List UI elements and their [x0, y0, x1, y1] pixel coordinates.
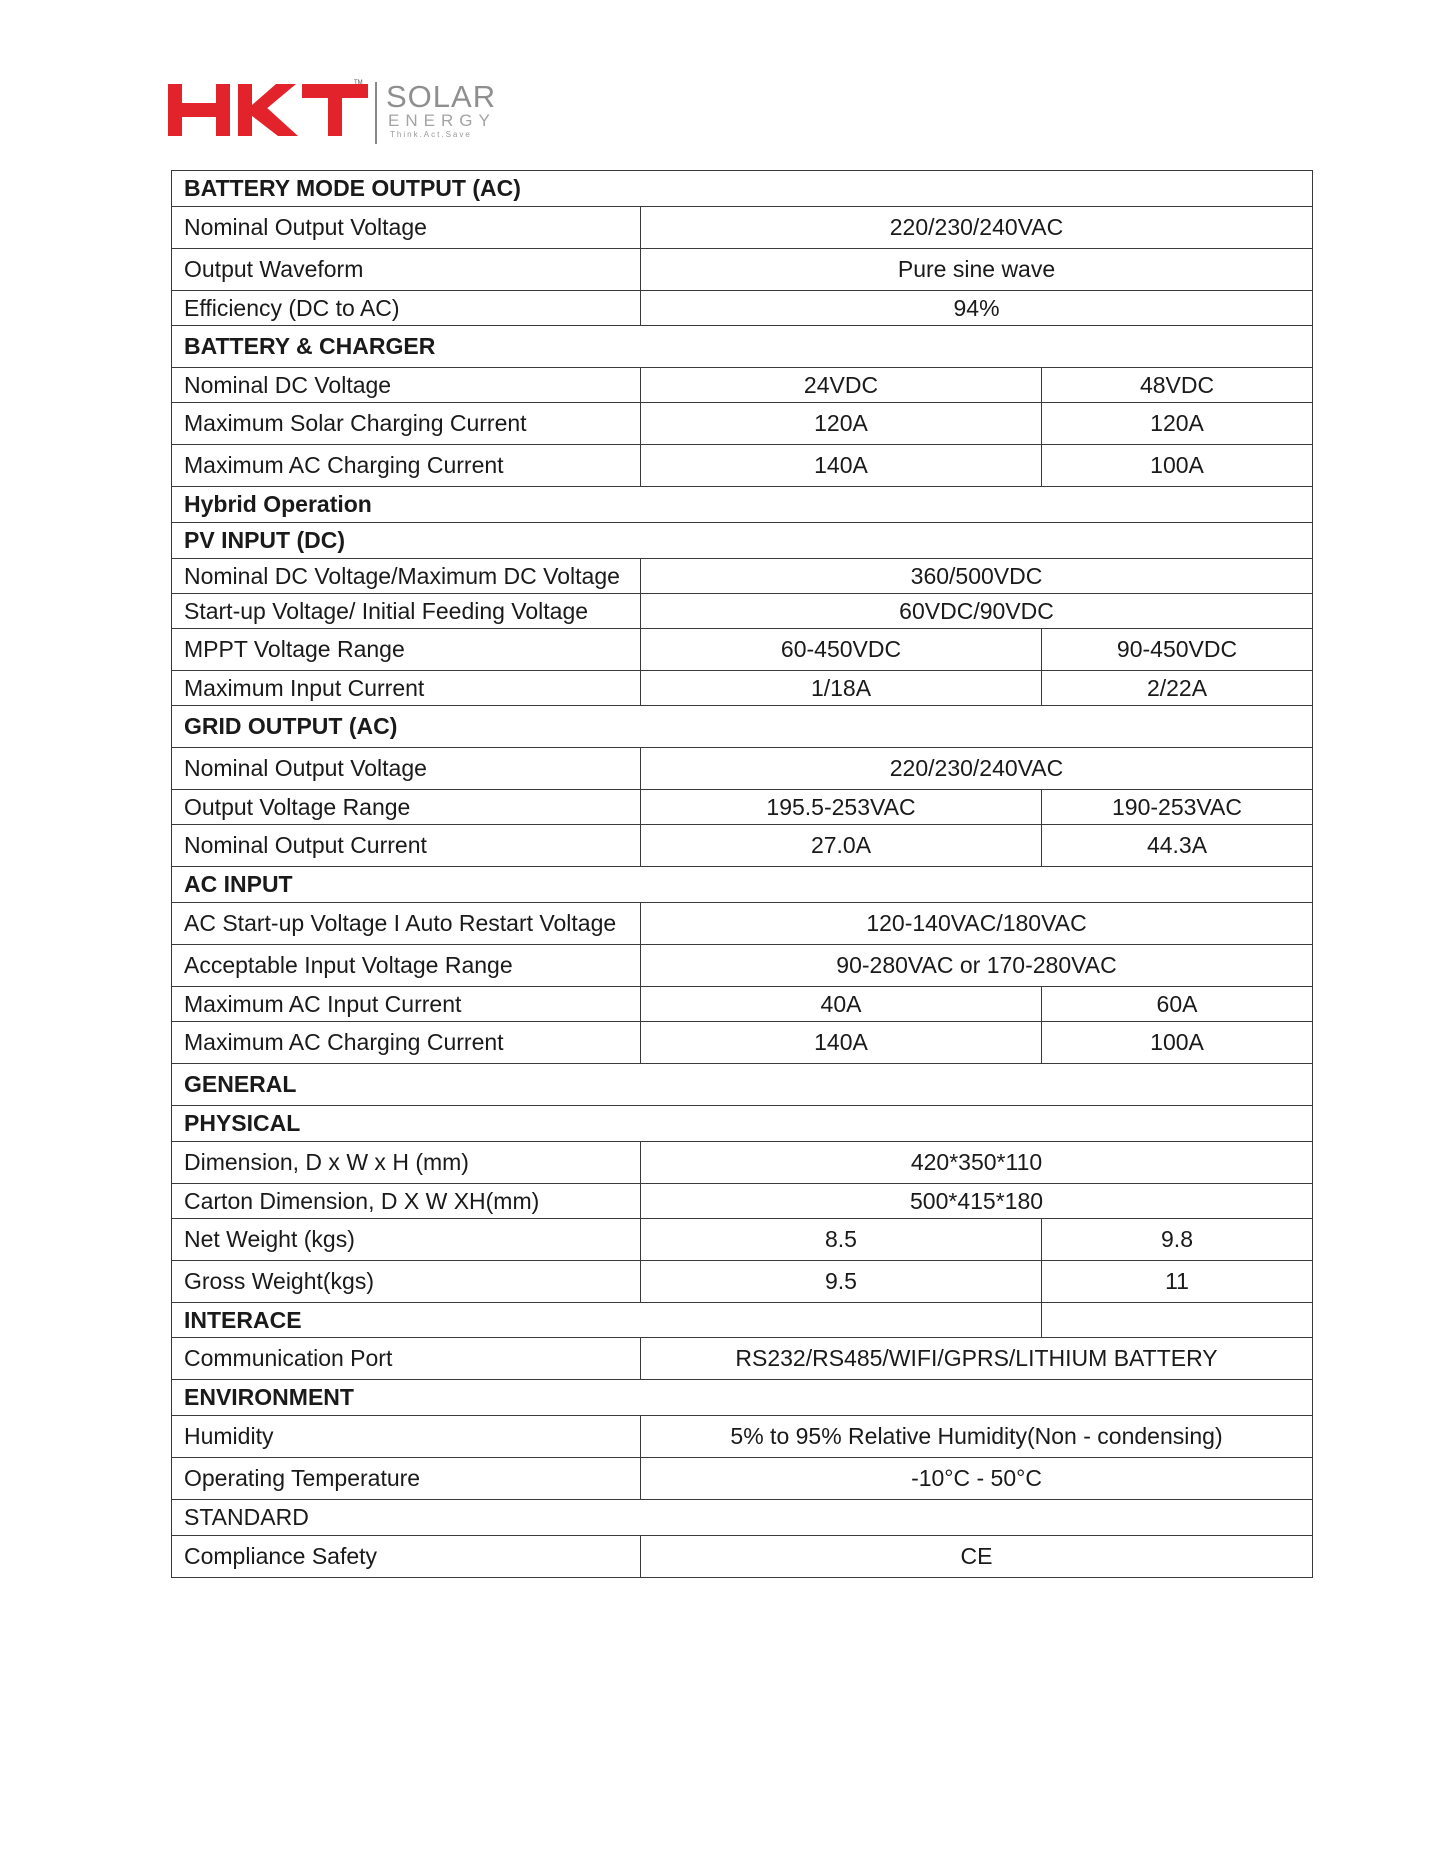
row-label: Maximum AC Charging Current: [172, 1022, 641, 1064]
row-value-1: 120A: [641, 403, 1042, 445]
row-label: Nominal DC Voltage: [172, 368, 641, 403]
section-row: [172, 1500, 1313, 1536]
section-title: BATTERY MODE OUTPUT (AC): [172, 171, 1313, 207]
row-value-1: 140A: [641, 1022, 1042, 1064]
row-value-1: 60-450VDC: [641, 629, 1042, 671]
row-value: -10°C - 50°C: [641, 1458, 1313, 1500]
row-label: Efficiency (DC to AC): [172, 291, 641, 326]
row-value-2: 100A: [1042, 1022, 1313, 1064]
section-row: [172, 1106, 1313, 1142]
table-row: [172, 594, 1313, 629]
row-value: 360/500VDC: [641, 559, 1313, 594]
section-title: GENERAL: [172, 1064, 1313, 1106]
row-label: Maximum AC Charging Current: [172, 445, 641, 487]
section-title: BATTERY & CHARGER: [172, 326, 1313, 368]
table-row: [172, 249, 1313, 291]
section-title: INTERACE: [172, 1303, 1042, 1338]
hkt-solar-logo: [168, 78, 498, 148]
row-value-2: 60A: [1042, 987, 1313, 1022]
table-row: [172, 987, 1313, 1022]
row-label: Maximum Input Current: [172, 671, 641, 706]
row-value: Pure sine wave: [641, 249, 1313, 291]
row-value: RS232/RS485/WIFI/GPRS/LITHIUM BATTERY: [641, 1338, 1313, 1380]
row-label: Maximum AC Input Current: [172, 987, 641, 1022]
table-row: [172, 1022, 1313, 1064]
row-value-2: 120A: [1042, 403, 1313, 445]
row-label: AC Start-up Voltage I Auto Restart Voltage: [172, 903, 641, 945]
section-row: [172, 867, 1313, 903]
row-label: Humidity: [172, 1416, 641, 1458]
section-row: [172, 1380, 1313, 1416]
table-row: [172, 790, 1313, 825]
table-row: [172, 368, 1313, 403]
row-value: 220/230/240VAC: [641, 748, 1313, 790]
logo-solar-text: SOLAR: [386, 79, 497, 114]
row-value-1: 24VDC: [641, 368, 1042, 403]
table-row: [172, 825, 1313, 867]
row-value-1: 40A: [641, 987, 1042, 1022]
section-row: [172, 487, 1313, 523]
row-label: Dimension, D x W x H (mm): [172, 1142, 641, 1184]
row-label: Nominal DC Voltage/Maximum DC Voltage: [172, 559, 641, 594]
row-label: Net Weight (kgs): [172, 1219, 641, 1261]
row-value: 94%: [641, 291, 1313, 326]
row-value-2: 44.3A: [1042, 825, 1313, 867]
table-row: [172, 403, 1313, 445]
row-value-2: 48VDC: [1042, 368, 1313, 403]
row-value-2: 9.8: [1042, 1219, 1313, 1261]
table-row: [172, 748, 1313, 790]
section-title: PV INPUT (DC): [172, 523, 1313, 559]
section-row: [172, 706, 1313, 748]
logo-energy-text: ENERGY: [388, 111, 496, 130]
section-row: [172, 326, 1313, 368]
row-value-2: 190-253VAC: [1042, 790, 1313, 825]
row-value: 500*415*180: [641, 1184, 1313, 1219]
trademark-mark: TM: [354, 80, 363, 86]
row-label: Operating Temperature: [172, 1458, 641, 1500]
row-label: MPPT Voltage Range: [172, 629, 641, 671]
row-label: Carton Dimension, D X W XH(mm): [172, 1184, 641, 1219]
logo-tagline: Think.Act.Save: [390, 130, 472, 139]
table-row: [172, 1536, 1313, 1578]
row-label: Gross Weight(kgs): [172, 1261, 641, 1303]
hkt-logo-mark: [168, 84, 368, 136]
table-row: [172, 1261, 1313, 1303]
row-label: Acceptable Input Voltage Range: [172, 945, 641, 987]
row-value-1: 27.0A: [641, 825, 1042, 867]
table-row: [172, 1219, 1313, 1261]
section-title: ENVIRONMENT: [172, 1380, 1313, 1416]
row-value: 90-280VAC or 170-280VAC: [641, 945, 1313, 987]
table-row: [172, 945, 1313, 987]
table-row: [172, 207, 1313, 249]
row-value-1: 9.5: [641, 1261, 1042, 1303]
section-row: [172, 1303, 1313, 1338]
row-value: 60VDC/90VDC: [641, 594, 1313, 629]
row-value: 420*350*110: [641, 1142, 1313, 1184]
row-value-1: 195.5-253VAC: [641, 790, 1042, 825]
section-title: AC INPUT: [172, 867, 1313, 903]
row-label: Nominal Output Voltage: [172, 748, 641, 790]
empty-cell: [1042, 1303, 1313, 1338]
row-label: Output Waveform: [172, 249, 641, 291]
row-label: Nominal Output Current: [172, 825, 641, 867]
row-label: Output Voltage Range: [172, 790, 641, 825]
row-value-1: 8.5: [641, 1219, 1042, 1261]
section-title: PHYSICAL: [172, 1106, 1313, 1142]
row-label: Start-up Voltage/ Initial Feeding Voltage: [172, 594, 641, 629]
row-value-1: 1/18A: [641, 671, 1042, 706]
table-row: [172, 1184, 1313, 1219]
row-label: Nominal Output Voltage: [172, 207, 641, 249]
row-value: 120-140VAC/180VAC: [641, 903, 1313, 945]
section-title: GRID OUTPUT (AC): [172, 706, 1313, 748]
row-label: Communication Port: [172, 1338, 641, 1380]
spec-table: [171, 170, 1313, 1578]
table-row: [172, 629, 1313, 671]
logo-divider: [375, 82, 377, 144]
table-row: [172, 1458, 1313, 1500]
table-row: [172, 445, 1313, 487]
row-label: Compliance Safety: [172, 1536, 641, 1578]
row-value-2: 2/22A: [1042, 671, 1313, 706]
table-row: [172, 1416, 1313, 1458]
row-value-2: 11: [1042, 1261, 1313, 1303]
row-value: 220/230/240VAC: [641, 207, 1313, 249]
row-value-1: 140A: [641, 445, 1042, 487]
row-label: Maximum Solar Charging Current: [172, 403, 641, 445]
table-row: [172, 903, 1313, 945]
row-value-2: 90-450VDC: [1042, 629, 1313, 671]
table-row: [172, 291, 1313, 326]
section-title: Hybrid Operation: [172, 487, 1313, 523]
section-row: [172, 1064, 1313, 1106]
row-value-2: 100A: [1042, 445, 1313, 487]
row-value: 5% to 95% Relative Humidity(Non - condensing): [641, 1416, 1313, 1458]
table-row: [172, 1338, 1313, 1380]
section-row: [172, 523, 1313, 559]
section-row: [172, 171, 1313, 207]
section-title: STANDARD: [172, 1500, 1313, 1536]
table-row: [172, 671, 1313, 706]
table-row: [172, 1142, 1313, 1184]
row-value: CE: [641, 1536, 1313, 1578]
table-row: [172, 559, 1313, 594]
